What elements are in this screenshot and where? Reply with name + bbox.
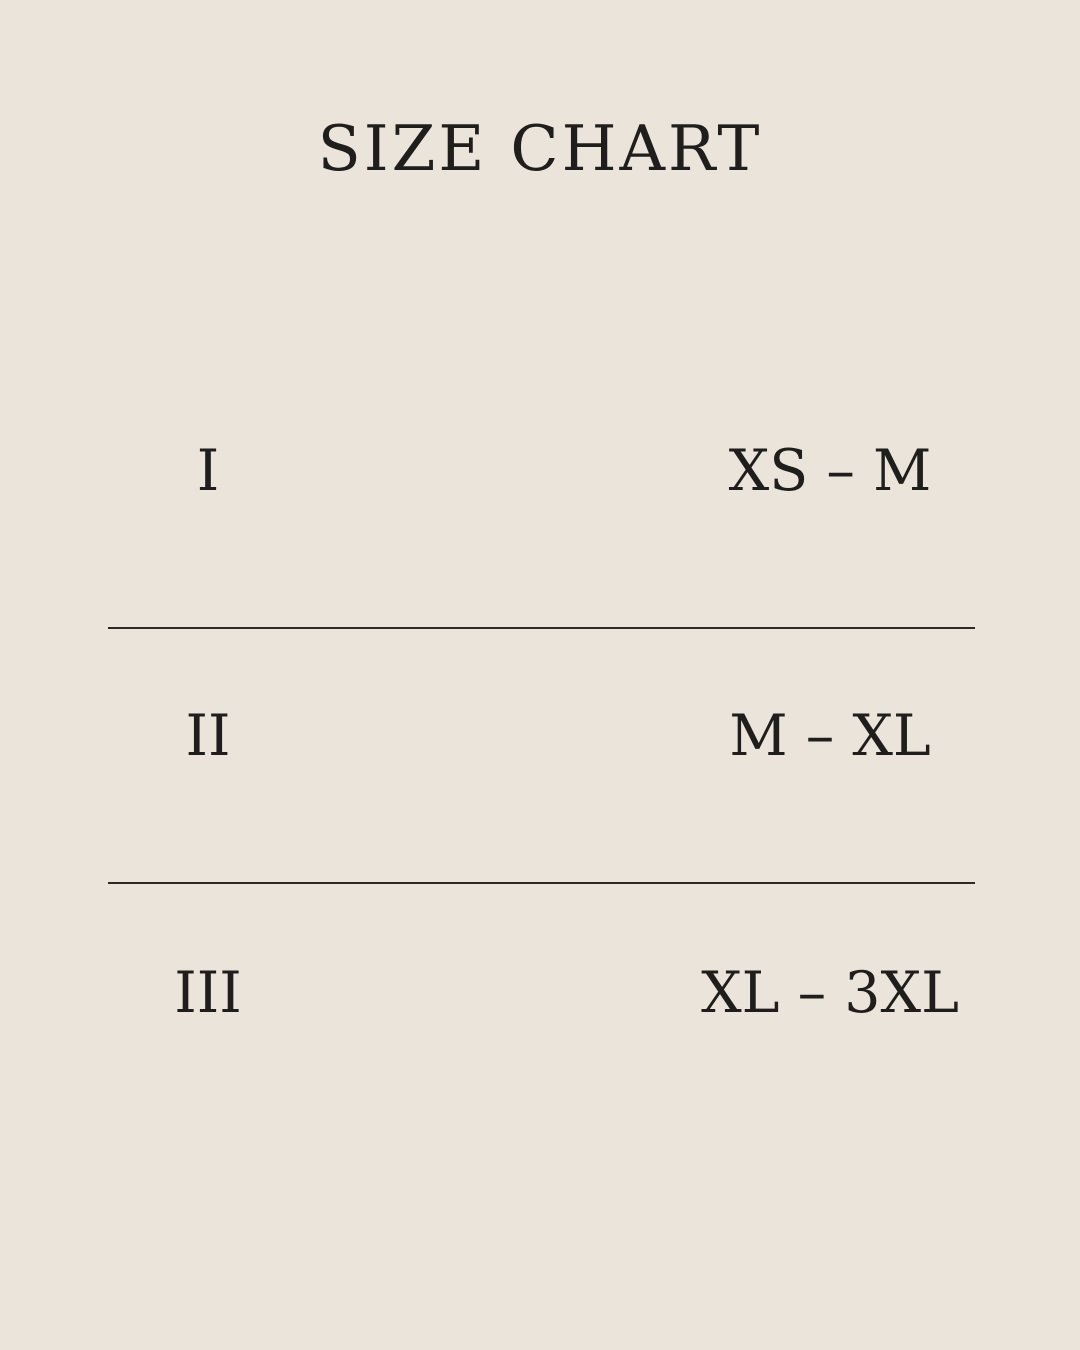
size-range-value: XL – 3XL <box>701 960 959 1026</box>
row-divider <box>108 627 975 629</box>
size-range-value: XS – M <box>728 438 932 504</box>
size-tier-numeral: I <box>196 438 220 504</box>
size-range-value: M – XL <box>729 703 931 769</box>
size-tier-numeral: III <box>174 960 242 1026</box>
size-tier-numeral: II <box>185 703 231 769</box>
size-row <box>0 701 1080 771</box>
row-divider <box>108 882 975 884</box>
size-row <box>0 436 1080 506</box>
page-title: SIZE CHART <box>317 112 763 185</box>
size-row <box>0 958 1080 1028</box>
